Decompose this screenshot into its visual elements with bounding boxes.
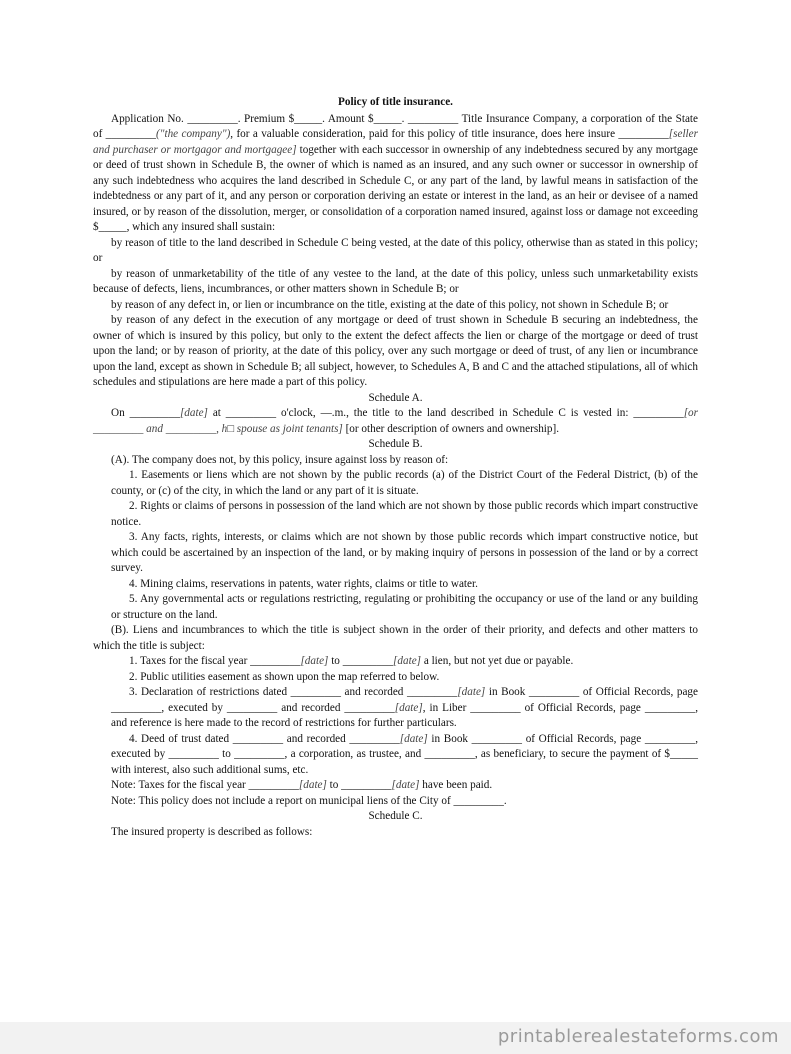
document-title: Policy of title insurance. bbox=[338, 96, 453, 108]
schedule-b-b-item-2: 2. Public utilities easement as shown upon the map referred to below. bbox=[129, 670, 440, 683]
schedule-b-heading: Schedule B. bbox=[368, 438, 423, 450]
b3-text-3: , in Liber _________ of Official Records, page _________, and reference is here made to the record of restrictions for further particulars. bbox=[111, 701, 698, 729]
schedule-b-a-intro: (A). The company does not, by this policy, insure against loss by reason of: bbox=[111, 453, 449, 466]
b1-text-3: a lien, but not yet due or payable. bbox=[421, 655, 574, 667]
reason-4: by reason of any defect in the execution of any mortgage or deed of trust shown in Schedule B securing an indebtedness, the owner of which is insured by this policy, but only to the extent the defect affects the lien or charge of the mortgage or deed of trust upon the land; or by reason of priority, at the date of this policy, over any such mortgage or deed of trust, of any lien or incumbrance upon the land, except as shown in Schedule B; all subject, however, to Schedules A, B and C and the attached stipulations, all of which schedules and stipulations are here made a part of this policy. bbox=[93, 314, 698, 388]
b3-date-2: [date] bbox=[394, 701, 423, 714]
note-taxes bbox=[93, 778, 698, 794]
schedule-a-heading: Schedule A. bbox=[368, 391, 423, 404]
note1-text-3: have been paid. bbox=[419, 779, 493, 791]
schedule-c-text: The insured property is described as follows: bbox=[111, 825, 313, 838]
b1-text-1: 1. Taxes for the fiscal year _________ bbox=[129, 655, 301, 667]
note-municipal-liens: Note: This policy does not include a report on municipal liens of the City of _________. bbox=[111, 794, 507, 807]
b4-text-1: 4. Deed of trust dated _________ and recorded _________ bbox=[129, 732, 400, 745]
schedule-b-a-item-1: 1. Easements or liens which are not shown by the public records (a) of the District Court of the Federal District, (b) of the county, or (c) of the city, in which the land or any part of it is situate. bbox=[111, 469, 698, 497]
schedule-b-b-item-4 bbox=[93, 732, 698, 779]
schedule-b-a-item-3: 3. Any facts, rights, interests, or claims which are not shown by those public records which impart constructive notice, but which could be ascertained by an inspection of the land, or by making inquiry of persons in possession of the land or by a correct survey. bbox=[111, 531, 698, 574]
schedule-b-b-item-1 bbox=[93, 654, 698, 670]
reason-3: by reason of any defect in, or lien or incumbrance on the title, existing at the date of this policy, not shown in Schedule B; or bbox=[111, 298, 669, 311]
b3-text-1: 3. Declaration of restrictions dated _________ and recorded _________ bbox=[129, 686, 458, 698]
note1-date-2: [date] bbox=[391, 779, 420, 791]
schedule-b-a-item-2: 2. Rights or claims of persons in possession of the land which are not shown by those public records which impart constructive notice. bbox=[111, 500, 698, 528]
intro-text-3: together with each successor in ownership of any indebtedness secured by any mortgage or deed of trust shown in Schedule B, the owner of which is named as an insured, and any such owner or successor in ownership of any such indebtedness who acquires the land described in Schedule C, or any part of the land, by lawful means in satisfaction of the indebtedness or any part of it, and any person or corporation deriving an estate or interest in the land, as an heir or devisee of a named insured, or by reason of the dissolution, merger, or consolidation of a corporation named insured, against loss or damage not exceeding $_____, which any insured shall sustain: bbox=[93, 143, 698, 233]
b3-date-1: [date] bbox=[457, 686, 486, 698]
note1-text-2: to _________ bbox=[326, 779, 392, 791]
reason-1: by reason of title to the land described in Schedule C being vested, at the date of this policy, otherwise than as stated in this policy; or bbox=[93, 236, 698, 264]
intro-text-1: Application No. _________. Premium $_____. Amount $_____. _________ Title Insurance Company, a corporation of the State of _________ bbox=[93, 112, 698, 140]
intro-paragraph bbox=[93, 112, 698, 236]
schedule-b-b-intro: (B). Liens and incumbrances to which the title is subject shown in the order of their priority, and defects and other matters to which the title is subject: bbox=[93, 624, 698, 652]
b1-date-2: [date] bbox=[393, 655, 422, 667]
schedule-a-text bbox=[93, 406, 698, 437]
footer-watermark: printablerealestateforms.com bbox=[497, 1026, 779, 1047]
note1-date-1: [date] bbox=[298, 779, 327, 791]
schedule-b-a-item-5: 5. Any governmental acts or regulations restricting, regulating or prohibiting the occupancy or use of the land or any building or structure on the land. bbox=[111, 593, 698, 621]
document-body bbox=[93, 95, 698, 840]
schedule-b-a-item-4: 4. Mining claims, reservations in patents, water rights, claims or title to water. bbox=[129, 577, 478, 590]
b3-text-2: in Book _________ of Official Records, page _________, executed by _________ and recorded _________ bbox=[111, 686, 698, 714]
schedule-c-heading: Schedule C. bbox=[368, 810, 423, 822]
schedule-a-text-3: [or other description of owners and ownership]. bbox=[342, 422, 560, 435]
schedule-a-date: [date] bbox=[179, 407, 208, 419]
b1-date-1: [date] bbox=[300, 655, 329, 667]
schedule-a-owners: [or _________ and _________, h□ spouse as joint tenants] bbox=[93, 407, 698, 435]
b4-text-2: in Book _________ of Official Records, page _________, executed by _________ to _________, a corporation, as trustee, and _________, as beneficiary, to secure the payment of $_____ with interest, also such additional sums, etc. bbox=[111, 732, 698, 776]
schedule-a-text-1: On _________ bbox=[111, 407, 180, 419]
note1-text-1: Note: Taxes for the fiscal year _________ bbox=[111, 779, 299, 791]
schedule-a-text-2: at _________ o'clock, —.m., the title to the land described in Schedule C is vested in: _________ bbox=[207, 407, 684, 419]
intro-text-2: , for a valuable consideration, paid for this policy of title insurance, does here insure _________ bbox=[230, 128, 669, 140]
b1-text-2: to _________ bbox=[328, 655, 394, 667]
b4-date-1: [date] bbox=[399, 732, 428, 745]
intro-italic-company: ("the company") bbox=[156, 128, 231, 140]
reason-2: by reason of unmarketability of the title of any vestee to the land, at the date of this policy, unless such unmarketability exists because of defects, liens, incumbrances, or other matters shown in Schedule B; or bbox=[93, 267, 698, 295]
intro-italic-insured: [seller and purchaser or mortgagor and mortgagee] bbox=[93, 128, 698, 156]
schedule-b-b-item-3 bbox=[93, 685, 698, 732]
